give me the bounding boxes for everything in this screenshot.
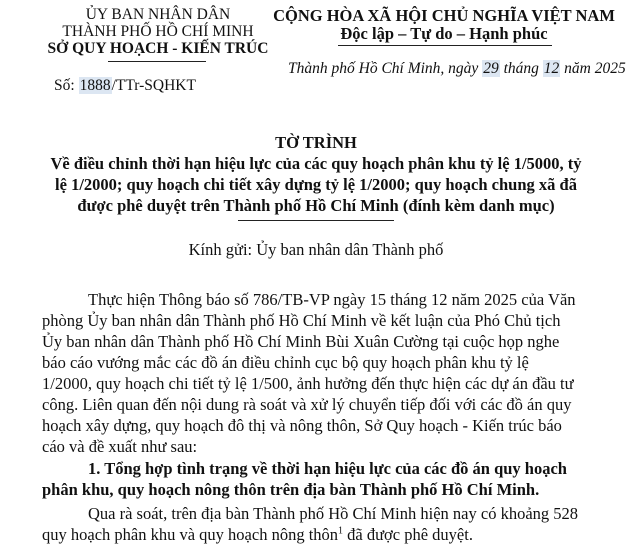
date-prefix: Thành phố Hồ Chí Minh, ngày	[288, 60, 479, 77]
motto-underline	[338, 45, 552, 46]
body-line-2: phòng Ủy ban nhân dân Thành phố Hồ Chí Minh về kết luận của Phó Chủ tịch	[42, 311, 561, 330]
body-line-1: Thực hiện Thông báo số 786/TB-VP ngày 15 tháng 12 năm 2025 của Văn	[88, 290, 576, 309]
title-underline	[238, 220, 394, 221]
date-month: 12	[543, 60, 560, 77]
body-line-7: hoạch xây dựng, quy hoạch đô thị và nông thôn, Sở Quy hoạch - Kiến trúc báo	[42, 416, 562, 435]
agency-parent: ỦY BAN NHÂN DÂN	[85, 6, 231, 23]
document-heading: TỜ TRÌNH	[275, 133, 357, 152]
document-number-value: 1888	[79, 77, 111, 94]
date-month-label: tháng	[503, 60, 539, 77]
date-day: 29	[483, 60, 499, 77]
para2-line-2-tail: đã được phê duyệt.	[343, 525, 473, 544]
subject-line-1: Về điều chỉnh thời hạn hiệu lực của các quy hoạch phân khu tỷ lệ 1/5000, tỷ	[50, 154, 582, 173]
document-date	[288, 60, 626, 78]
body-line-8: cáo và đề xuất như sau:	[42, 437, 198, 456]
para2-line-2-text: quy hoạch phân khu và quy hoạch nông thôn	[42, 525, 339, 544]
section-1-heading-line-1: 1. Tổng hợp tình trạng về thời hạn hiệu lực của các đồ án quy hoạch	[88, 459, 567, 478]
document-number-prefix: Số:	[54, 77, 75, 94]
document-number	[54, 77, 196, 95]
agency-department: SỞ QUY HOẠCH - KIẾN TRÚC	[47, 40, 269, 57]
agency-underline	[108, 61, 206, 62]
national-title: CỘNG HÒA XÃ HỘI CHỦ NGHĨA VIỆT NAM	[273, 6, 615, 25]
body-line-3: Ủy ban nhân dân Thành phố Hồ Chí Minh Bùi Xuân Cường tại cuộc họp nghe	[42, 332, 560, 351]
body-line-4: báo cáo vướng mắc các đồ án điều chỉnh cục bộ quy hoạch phân khu tỷ lệ	[42, 353, 529, 372]
para2-line-1: Qua rà soát, trên địa bàn Thành phố Hồ Chí Minh hiện nay có khoảng 528	[88, 504, 579, 523]
document-number-suffix: /TTr-SQHKT	[111, 77, 196, 94]
national-motto: Độc lập – Tự do – Hạnh phúc	[340, 24, 548, 43]
footnote-ref-1[interactable]: 1	[338, 525, 344, 537]
date-suffix: năm 2025	[564, 60, 626, 77]
body-line-6: công. Liên quan đến nội dung rà soát và xử lý chuyển tiếp đối với các đồ án quy	[42, 395, 572, 414]
subject-line-2: lệ 1/2000; quy hoạch chi tiết xây dựng tỷ lệ 1/2000; quy hoạch chung xã đã	[55, 175, 577, 194]
para2-line-2	[42, 525, 473, 545]
recipient: Kính gửi: Ủy ban nhân dân Thành phố	[188, 240, 444, 259]
subject-line-3: được phê duyệt trên Thành phố Hồ Chí Minh (đính kèm danh mục)	[77, 196, 555, 215]
agency-city: THÀNH PHỐ HỒ CHÍ MINH	[62, 23, 254, 40]
body-line-5: 1/2000, quy hoạch chi tiết tỷ lệ 1/500, ảnh hưởng đến thực hiện các dự án đầu tư	[42, 374, 574, 393]
section-1-heading-line-2: phân khu, quy hoạch nông thôn trên địa bàn Thành phố Hồ Chí Minh.	[42, 480, 540, 499]
